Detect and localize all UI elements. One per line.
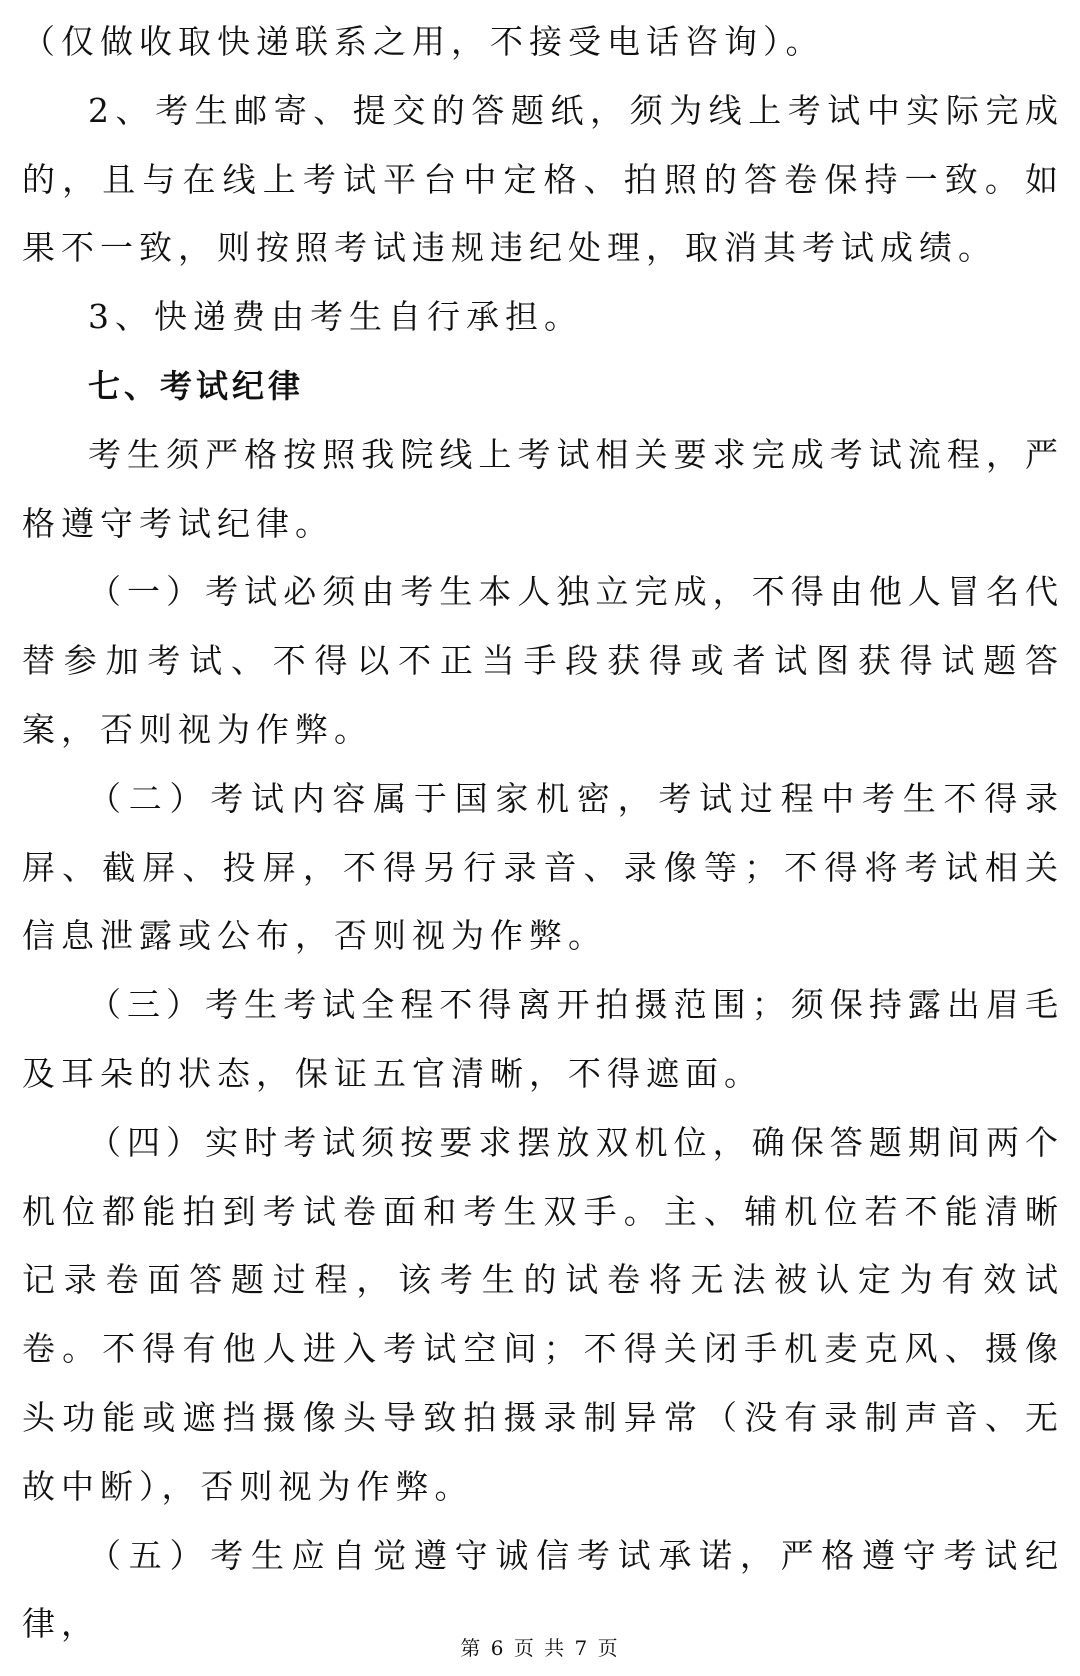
- paragraph-rule-1: （一）考试必须由考生本人独立完成，不得由他人冒名代替参加考试、不得以不正当手段获得或者试图获得试题答案，否则视为作弊。: [22, 572, 1064, 749]
- paragraph-rule-2: （二）考试内容属于国家机密，考试过程中考生不得录屏、截屏、投屏，不得另行录音、录像等；不得将考试相关信息泄露或公布，否则视为作弊。: [22, 778, 1064, 956]
- paragraph-item-3: 3、快递费由考生自行承担。: [88, 297, 583, 337]
- document-body: [22, 8, 1064, 1659]
- paragraph-item-2: 2、考生邮寄、提交的答题纸，须为线上考试中实际完成的，且与在线上考试平台中定格、拍照的答卷保持一致。如果不一致，则按照考试违规违纪处理，取消其考试成绩。: [22, 90, 1064, 268]
- paragraph-rule-4: （四）实时考试须按要求摆放双机位，确保答题期间两个机位都能拍到考试卷面和考生双手。主、辅机位若不能清晰记录卷面答题过程，该考生的试卷将无法被认定为有效试卷。不得有他人进入考试空间；不得关闭手机麦克风、摄像头功能或遮挡摄像头导致拍摄录制异常（没有录制声音、无故中断），否则视为作弊。: [22, 1122, 1064, 1506]
- paragraph-continued-note: （仅做收取快递联系之用，不接受电话咨询）。: [22, 22, 825, 61]
- page-number-footer: 第 6 页 共 7 页: [460, 1636, 620, 1660]
- paragraph-rule-5: （五）考生应自觉遵守诚信考试承诺，严格遵守考试纪律，: [22, 1535, 1064, 1644]
- section-heading-exam-discipline: 七、考试纪律: [88, 366, 305, 405]
- paragraph-rule-3: （三）考生考试全程不得离开拍摄范围；须保持露出眉毛及耳朵的状态，保证五官清晰，不得遮面。: [22, 985, 1064, 1093]
- paragraph-discipline-intro: 考生须严格按照我院线上考试相关要求完成考试流程，严格遵守考试纪律。: [22, 434, 1064, 543]
